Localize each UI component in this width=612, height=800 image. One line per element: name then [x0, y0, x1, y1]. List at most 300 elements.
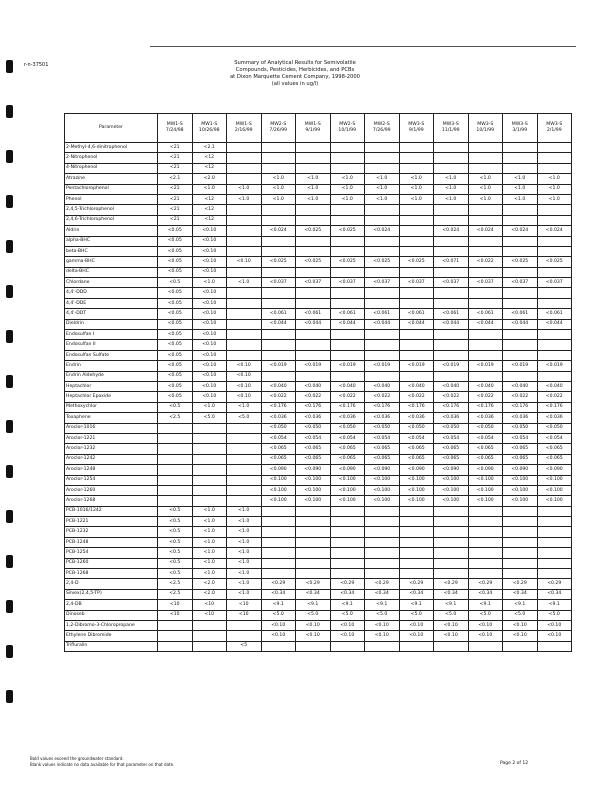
value-cell: <0.10 — [227, 392, 262, 402]
value-cell: <0.025 — [261, 257, 296, 267]
value-cell — [399, 163, 434, 173]
value-cell: <0.10 — [192, 288, 227, 298]
value-cell — [227, 485, 262, 495]
column-date: 2/1/99 — [546, 128, 562, 133]
value-cell — [365, 205, 400, 215]
value-cell: <1.0 — [192, 506, 227, 516]
value-cell: <0.040 — [468, 381, 503, 391]
value-cell: <1.0 — [192, 548, 227, 558]
value-cell: <12 — [192, 163, 227, 173]
value-cell: <0.34 — [434, 589, 469, 599]
value-cell: <0.176 — [261, 402, 296, 412]
value-cell: <0.025 — [296, 226, 331, 236]
value-cell: <0.10 — [192, 330, 227, 340]
value-cell: <1.0 — [399, 174, 434, 184]
value-cell — [399, 517, 434, 527]
binder-hole — [6, 60, 13, 73]
value-cell: <0.071 — [434, 257, 469, 267]
column-header — [261, 114, 296, 143]
value-cell: <0.10 — [192, 371, 227, 381]
value-cell — [468, 371, 503, 381]
value-cell: <0.090 — [434, 465, 469, 475]
value-cell: <0.176 — [503, 402, 538, 412]
column-date: 7/26/99 — [372, 128, 391, 133]
parameter-cell: 4,4'-DDT — [65, 309, 158, 319]
value-cell: <0.061 — [330, 309, 365, 319]
value-cell: <0.10 — [227, 371, 262, 381]
value-cell: <0.019 — [399, 361, 434, 371]
value-cell — [399, 537, 434, 547]
value-cell: <0.022 — [261, 392, 296, 402]
value-cell — [330, 236, 365, 246]
value-cell — [261, 340, 296, 350]
parameter-cell: PCB-1232 — [65, 527, 158, 537]
value-cell: <1.0 — [365, 194, 400, 204]
value-cell — [468, 215, 503, 225]
value-cell — [537, 205, 572, 215]
value-cell: <9.1 — [330, 600, 365, 610]
value-cell: <21 — [158, 205, 193, 215]
value-cell: <0.34 — [537, 589, 572, 599]
value-cell: <0.025 — [537, 257, 572, 267]
value-cell — [503, 371, 538, 381]
column-date: 10/26/98 — [198, 128, 220, 133]
value-cell — [399, 298, 434, 308]
value-cell: <0.10 — [192, 392, 227, 402]
value-cell — [365, 506, 400, 516]
value-cell — [158, 465, 193, 475]
value-cell: <0.065 — [261, 444, 296, 454]
table-row — [65, 278, 572, 288]
parameter-cell: Ethylene Dibromide — [65, 631, 158, 641]
value-cell — [158, 433, 193, 443]
value-cell — [468, 569, 503, 579]
value-cell — [503, 506, 538, 516]
parameter-cell: 1,2-Dibromo-3-Chloropropane — [65, 620, 158, 630]
value-cell: <0.061 — [296, 309, 331, 319]
value-cell: <0.100 — [503, 496, 538, 506]
value-cell: <0.10 — [192, 257, 227, 267]
value-cell: <1.0 — [192, 537, 227, 547]
value-cell: <0.090 — [468, 465, 503, 475]
value-cell — [537, 215, 572, 225]
value-cell: <0.044 — [434, 319, 469, 329]
value-cell — [468, 330, 503, 340]
parameter-cell: 2,4-D — [65, 579, 158, 589]
table-row — [65, 246, 572, 256]
table-row — [65, 589, 572, 599]
value-cell: <0.036 — [296, 413, 331, 423]
value-cell: <0.100 — [261, 496, 296, 506]
footnote: Blank values indicate no data available for that parameter on that date. — [30, 762, 175, 767]
value-cell: <0.176 — [537, 402, 572, 412]
parameter-cell: Silvex(2,4,5-TP) — [65, 589, 158, 599]
value-cell: <0.065 — [330, 444, 365, 454]
table-body — [65, 143, 572, 652]
value-cell — [434, 298, 469, 308]
value-cell: <0.037 — [261, 278, 296, 288]
value-cell — [330, 641, 365, 651]
value-cell — [434, 330, 469, 340]
value-cell: <0.061 — [503, 309, 538, 319]
value-cell — [296, 267, 331, 277]
value-cell — [227, 465, 262, 475]
binder-hole — [6, 690, 13, 703]
value-cell: <0.036 — [468, 413, 503, 423]
table-row — [65, 527, 572, 537]
value-cell: <1.0 — [434, 184, 469, 194]
value-cell: <1.0 — [192, 517, 227, 527]
value-cell: <0.065 — [434, 444, 469, 454]
parameter-cell: Endosulfan I — [65, 330, 158, 340]
table-row — [65, 340, 572, 350]
binder-hole — [6, 240, 13, 253]
value-cell — [296, 288, 331, 298]
value-cell — [537, 340, 572, 350]
value-cell: <0.10 — [537, 631, 572, 641]
value-cell — [537, 569, 572, 579]
value-cell — [227, 319, 262, 329]
value-cell — [537, 548, 572, 558]
value-cell — [330, 537, 365, 547]
value-cell: <0.061 — [365, 309, 400, 319]
value-cell: <0.10 — [365, 620, 400, 630]
value-cell — [158, 444, 193, 454]
value-cell: <0.022 — [503, 392, 538, 402]
value-cell: <0.10 — [192, 340, 227, 350]
column-date: 3/1/99 — [512, 128, 528, 133]
table-row — [65, 537, 572, 547]
column-well: MW2-S — [270, 122, 287, 127]
value-cell — [434, 569, 469, 579]
value-cell — [365, 143, 400, 153]
column-date: 10/1/99 — [476, 128, 495, 133]
value-cell: <0.100 — [296, 485, 331, 495]
value-cell — [399, 527, 434, 537]
parameter-cell: Aroclor-1242 — [65, 454, 158, 464]
parameter-cell: Pentachlorophenol — [65, 184, 158, 194]
column-header — [192, 114, 227, 143]
table-row — [65, 381, 572, 391]
value-cell — [503, 537, 538, 547]
value-cell — [537, 163, 572, 173]
binder-hole — [6, 285, 13, 298]
value-cell — [330, 350, 365, 360]
value-cell — [468, 236, 503, 246]
value-cell: <0.10 — [434, 620, 469, 630]
value-cell: <1.0 — [434, 194, 469, 204]
value-cell: <0.10 — [192, 361, 227, 371]
value-cell — [261, 641, 296, 651]
value-cell: <0.10 — [503, 620, 538, 630]
value-cell — [365, 558, 400, 568]
value-cell — [296, 246, 331, 256]
value-cell — [227, 330, 262, 340]
value-cell — [227, 143, 262, 153]
parameter-cell: beta-BHC — [65, 246, 158, 256]
value-cell: <0.10 — [330, 631, 365, 641]
parameter-cell: Endosulfan II — [65, 340, 158, 350]
value-cell — [399, 205, 434, 215]
value-cell — [537, 558, 572, 568]
value-cell: <0.100 — [365, 485, 400, 495]
value-cell: <1.0 — [537, 174, 572, 184]
parameter-cell: 4-Nitrophenol — [65, 163, 158, 173]
value-cell: <1.0 — [468, 174, 503, 184]
value-cell — [330, 153, 365, 163]
value-cell: <0.050 — [330, 423, 365, 433]
value-cell: <0.025 — [330, 257, 365, 267]
header-rule — [150, 46, 576, 47]
table-row — [65, 579, 572, 589]
value-cell: <1.0 — [227, 402, 262, 412]
column-header — [468, 114, 503, 143]
value-cell — [330, 267, 365, 277]
value-cell — [434, 506, 469, 516]
value-cell: <9.1 — [503, 600, 538, 610]
value-cell — [296, 517, 331, 527]
value-cell — [468, 548, 503, 558]
value-cell: <0.100 — [296, 496, 331, 506]
value-cell: <0.100 — [503, 475, 538, 485]
value-cell — [503, 163, 538, 173]
value-cell: <0.100 — [365, 496, 400, 506]
value-cell: <0.100 — [537, 496, 572, 506]
value-cell: <0.5 — [158, 537, 193, 547]
value-cell: <0.05 — [158, 371, 193, 381]
value-cell: <0.065 — [434, 454, 469, 464]
value-cell: <0.022 — [468, 257, 503, 267]
parameter-cell: Endrin — [65, 361, 158, 371]
table-row — [65, 309, 572, 319]
value-cell — [503, 288, 538, 298]
value-cell — [261, 215, 296, 225]
table-row — [65, 475, 572, 485]
column-well: MW3-S — [408, 122, 425, 127]
parameter-cell: 4,4'-DDE — [65, 298, 158, 308]
value-cell — [434, 371, 469, 381]
value-cell: <0.05 — [158, 226, 193, 236]
table-row — [65, 288, 572, 298]
value-cell: <0.061 — [537, 309, 572, 319]
value-cell — [296, 143, 331, 153]
value-cell: <2.5 — [158, 589, 193, 599]
value-cell — [227, 340, 262, 350]
binder-hole — [6, 420, 13, 433]
value-cell — [192, 444, 227, 454]
value-cell: <0.090 — [537, 465, 572, 475]
table-row — [65, 215, 572, 225]
value-cell: <5.0 — [330, 610, 365, 620]
value-cell — [399, 558, 434, 568]
value-cell: <0.065 — [365, 444, 400, 454]
table-row — [65, 236, 572, 246]
value-cell — [192, 620, 227, 630]
value-cell: <0.024 — [503, 226, 538, 236]
value-cell — [296, 298, 331, 308]
column-header — [537, 114, 572, 143]
value-cell: <0.044 — [503, 319, 538, 329]
table-row — [65, 392, 572, 402]
binder-hole — [6, 150, 13, 163]
value-cell — [365, 163, 400, 173]
value-cell: <0.29 — [537, 579, 572, 589]
value-cell: <21 — [158, 194, 193, 204]
value-cell: <0.050 — [434, 423, 469, 433]
value-cell — [227, 174, 262, 184]
value-cell — [330, 548, 365, 558]
value-cell: <0.061 — [468, 309, 503, 319]
value-cell: <0.090 — [503, 465, 538, 475]
value-cell — [261, 298, 296, 308]
value-cell — [192, 423, 227, 433]
value-cell: <0.050 — [296, 423, 331, 433]
table-row — [65, 641, 572, 651]
parameter-cell: 4,4'-DDD — [65, 288, 158, 298]
table-row — [65, 569, 572, 579]
value-cell: <9.1 — [468, 600, 503, 610]
value-cell: <2.5 — [158, 579, 193, 589]
value-cell — [468, 163, 503, 173]
value-cell: <0.037 — [330, 278, 365, 288]
value-cell — [399, 641, 434, 651]
value-cell — [192, 475, 227, 485]
value-cell — [296, 153, 331, 163]
value-cell: <0.037 — [399, 278, 434, 288]
value-cell — [537, 527, 572, 537]
parameter-cell: Aroclor-1268 — [65, 496, 158, 506]
value-cell: <1.0 — [330, 184, 365, 194]
value-cell — [365, 236, 400, 246]
value-cell: <0.176 — [365, 402, 400, 412]
value-cell: <0.065 — [296, 454, 331, 464]
value-cell: <0.090 — [296, 465, 331, 475]
binder-holes — [6, 60, 14, 735]
parameter-cell: Dieldrin — [65, 319, 158, 329]
page-number: Page 2 of 12 — [500, 761, 529, 766]
value-cell — [434, 350, 469, 360]
parameter-cell: Aldrin — [65, 226, 158, 236]
value-cell: <2.0 — [192, 174, 227, 184]
column-well: MW3-S — [477, 122, 494, 127]
value-cell — [399, 153, 434, 163]
value-cell: <2.1 — [192, 143, 227, 153]
value-cell: <0.054 — [399, 433, 434, 443]
value-cell: <0.065 — [261, 454, 296, 464]
value-cell: <0.019 — [503, 361, 538, 371]
parameter-cell: Heptachlor — [65, 381, 158, 391]
parameter-cell: Endrin Aldehyde — [65, 371, 158, 381]
value-cell: <0.065 — [399, 444, 434, 454]
column-well: MW1-S — [166, 122, 183, 127]
value-cell: <1.0 — [261, 174, 296, 184]
value-cell: <5.0 — [537, 610, 572, 620]
value-cell: <0.100 — [365, 475, 400, 485]
value-cell: <0.05 — [158, 381, 193, 391]
value-cell: <5.0 — [434, 610, 469, 620]
value-cell: <21 — [158, 163, 193, 173]
column-date: 9/1/99 — [305, 128, 321, 133]
value-cell: <0.024 — [261, 226, 296, 236]
value-cell — [296, 163, 331, 173]
value-cell — [365, 537, 400, 547]
value-cell: <0.037 — [503, 278, 538, 288]
value-cell: <0.34 — [503, 589, 538, 599]
value-cell: <1.0 — [227, 517, 262, 527]
value-cell: <5.0 — [399, 610, 434, 620]
value-cell: <0.024 — [365, 226, 400, 236]
value-cell: <0.10 — [192, 236, 227, 246]
value-cell: <21 — [158, 184, 193, 194]
value-cell: <0.044 — [365, 319, 400, 329]
value-cell: <0.10 — [399, 620, 434, 630]
value-cell — [434, 246, 469, 256]
value-cell: <10 — [158, 600, 193, 610]
value-cell — [468, 537, 503, 547]
document-id: r-n-37501 — [24, 62, 49, 68]
value-cell — [227, 236, 262, 246]
value-cell: <0.10 — [434, 631, 469, 641]
value-cell: <0.34 — [261, 589, 296, 599]
value-cell — [399, 236, 434, 246]
value-cell: <0.10 — [192, 298, 227, 308]
value-cell — [330, 246, 365, 256]
value-cell: <0.024 — [434, 226, 469, 236]
value-cell: <0.024 — [537, 226, 572, 236]
value-cell: <1.0 — [192, 184, 227, 194]
value-cell: <0.5 — [158, 278, 193, 288]
table-row — [65, 163, 572, 173]
value-cell — [227, 631, 262, 641]
value-cell — [261, 527, 296, 537]
value-cell — [296, 548, 331, 558]
value-cell — [468, 267, 503, 277]
value-cell — [399, 569, 434, 579]
value-cell: <0.065 — [468, 454, 503, 464]
value-cell — [227, 444, 262, 454]
value-cell: <1.0 — [261, 194, 296, 204]
value-cell: <0.036 — [434, 413, 469, 423]
value-cell — [434, 558, 469, 568]
column-date: 7/24/98 — [165, 128, 184, 133]
value-cell — [537, 143, 572, 153]
value-cell — [261, 330, 296, 340]
value-cell: <1.0 — [227, 569, 262, 579]
parameter-cell: Endosulfan Sulfate — [65, 350, 158, 360]
value-cell: <12 — [192, 205, 227, 215]
parameter-cell: Atrazine — [65, 174, 158, 184]
value-cell: <0.054 — [365, 433, 400, 443]
value-cell: <0.019 — [365, 361, 400, 371]
value-cell: <0.10 — [503, 631, 538, 641]
value-cell — [296, 340, 331, 350]
value-cell — [503, 298, 538, 308]
binder-hole — [6, 375, 13, 388]
value-cell: <0.044 — [537, 319, 572, 329]
value-cell — [503, 143, 538, 153]
value-cell: <10 — [227, 610, 262, 620]
column-well: MW1-S — [201, 122, 218, 127]
value-cell: <0.5 — [158, 517, 193, 527]
value-cell: <0.29 — [261, 579, 296, 589]
value-cell: <0.100 — [330, 496, 365, 506]
value-cell: <0.10 — [261, 620, 296, 630]
value-cell: <0.044 — [296, 319, 331, 329]
value-cell: <5.0 — [365, 610, 400, 620]
value-cell: <0.29 — [296, 579, 331, 589]
value-cell: <0.025 — [296, 257, 331, 267]
value-cell — [330, 205, 365, 215]
